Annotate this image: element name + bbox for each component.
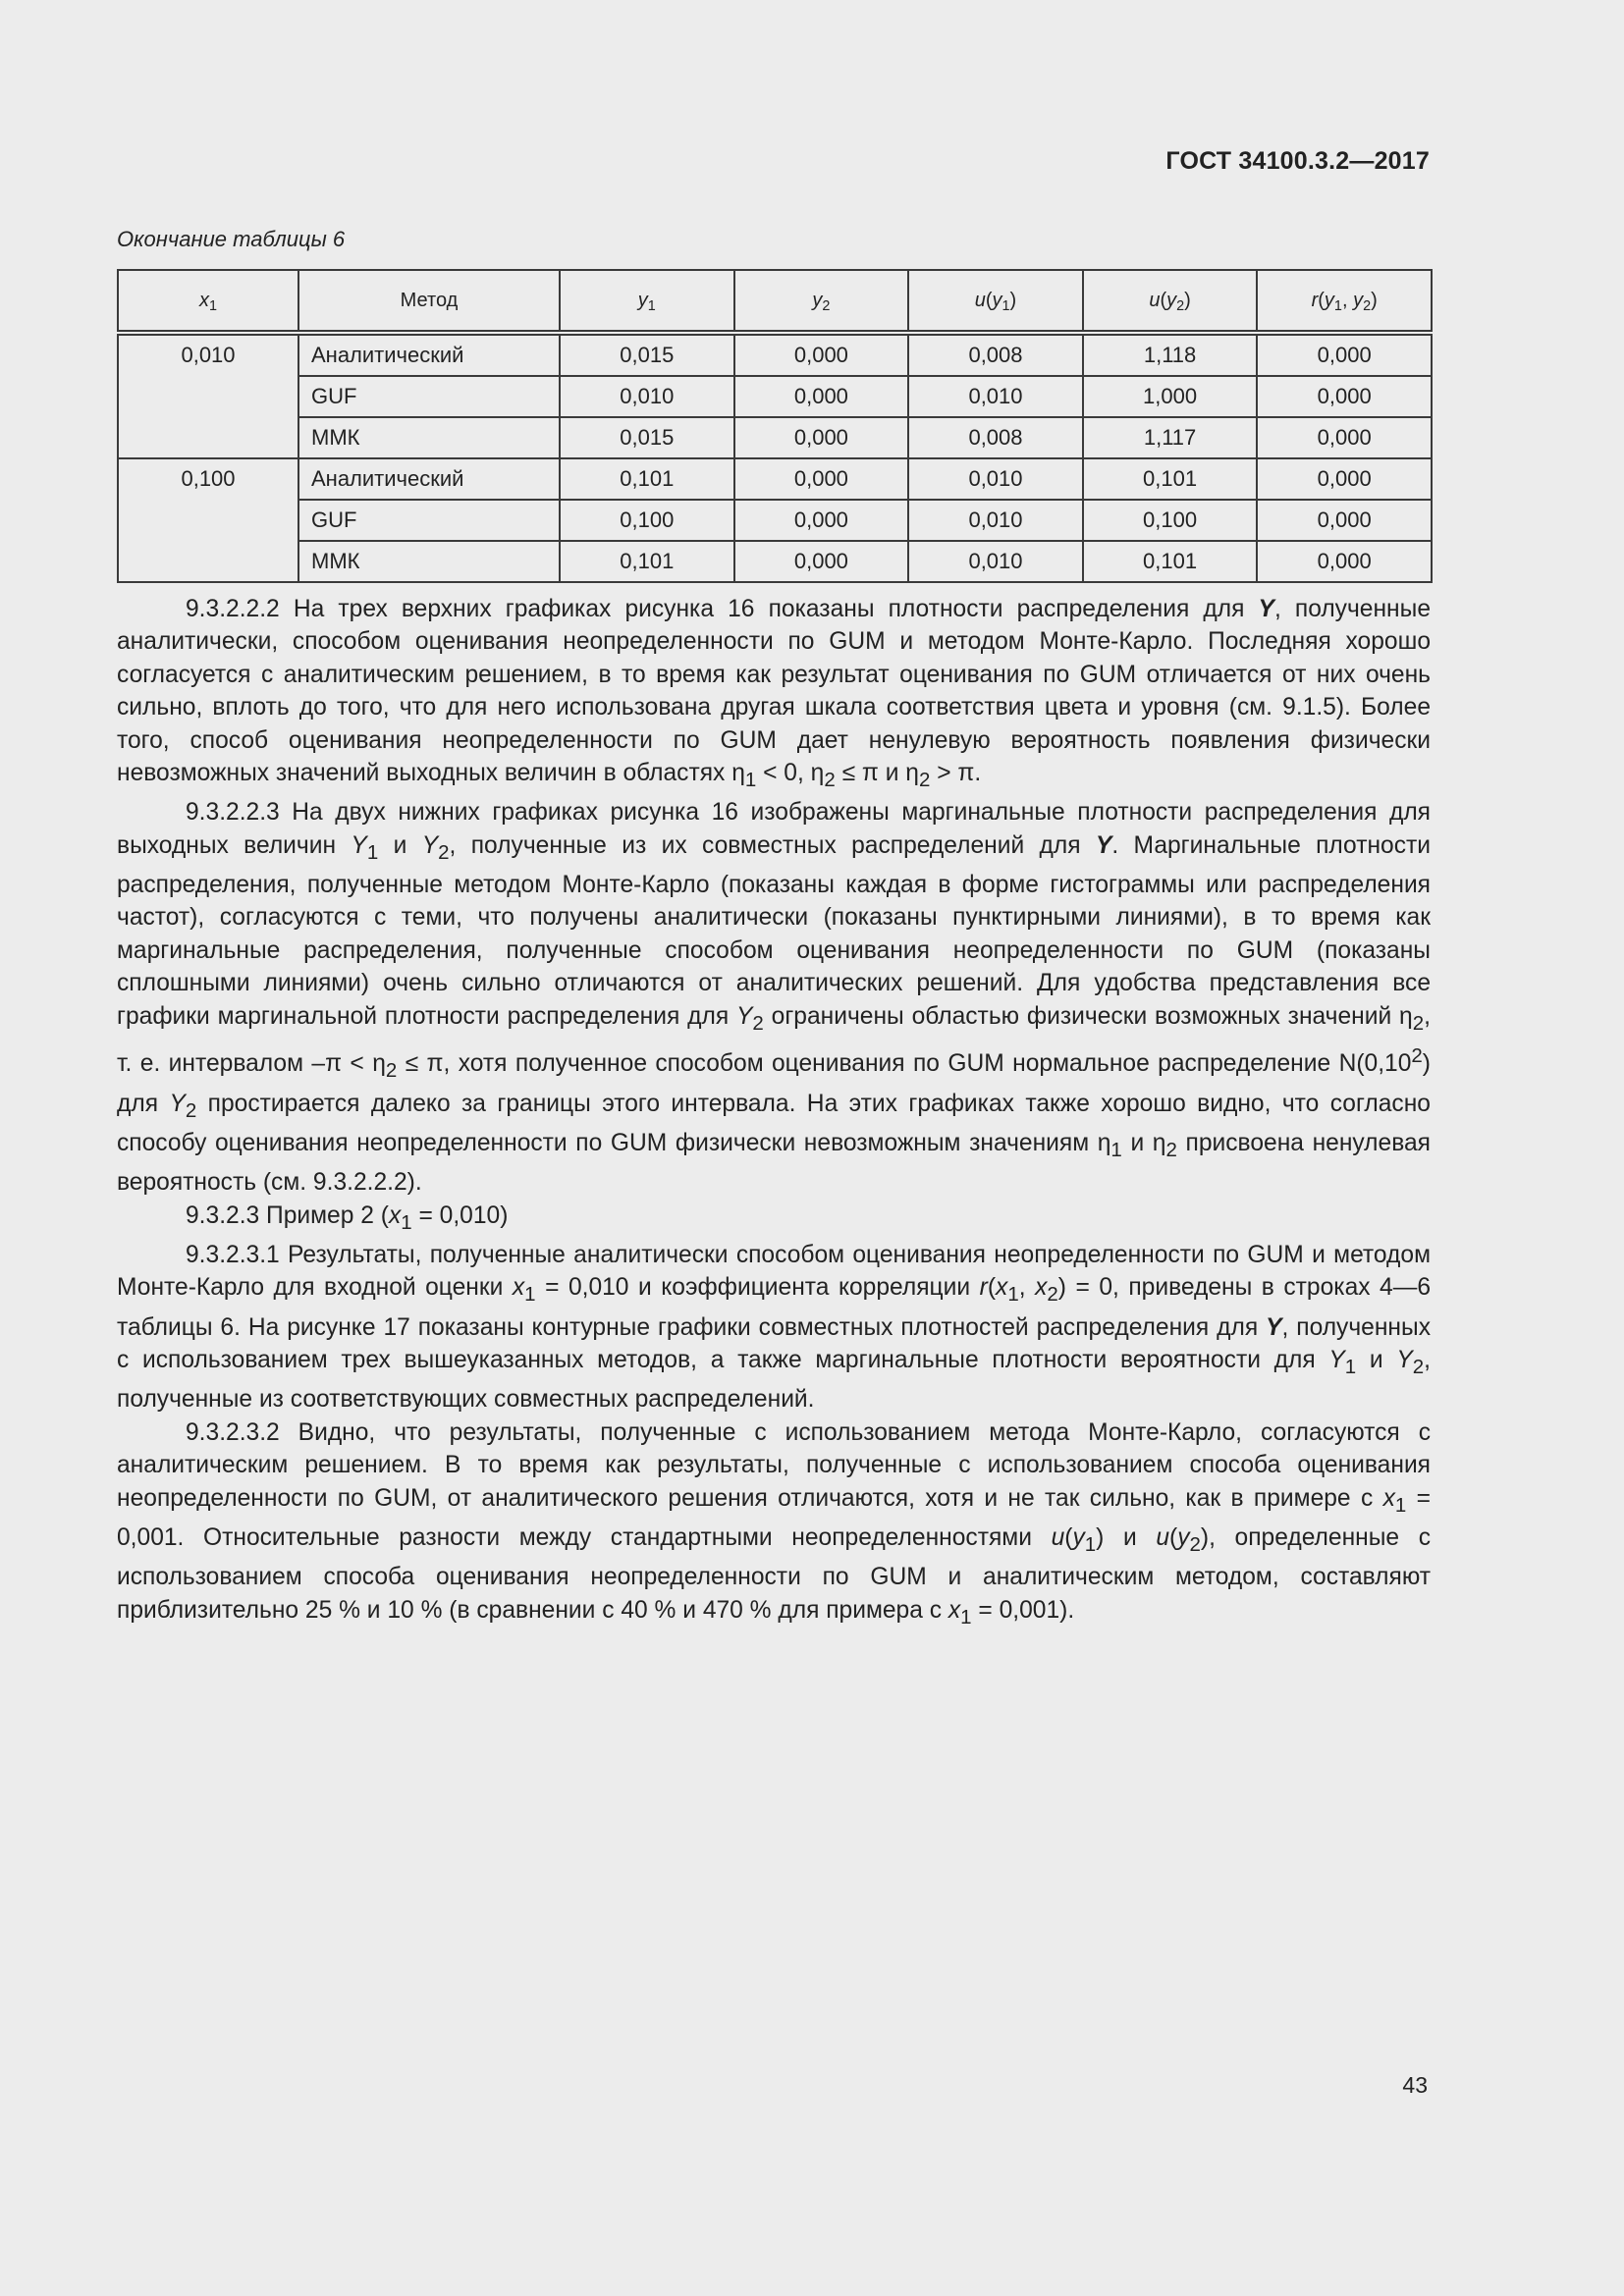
- value-cell: 0,010: [908, 500, 1083, 541]
- column-header: $y_2$: [734, 270, 909, 333]
- column-header: $y_1$: [560, 270, 734, 333]
- article-text: [117, 593, 1431, 1633]
- value-cell: 0,101: [1083, 458, 1258, 500]
- standard-code: ГОСТ 34100.3.2—2017: [1165, 147, 1430, 175]
- value-cell: 0,000: [1257, 458, 1432, 500]
- value-cell: 0,000: [734, 417, 909, 458]
- method-cell: Аналитический: [298, 458, 560, 500]
- value-cell: 0,101: [560, 541, 734, 582]
- method-cell: ММК: [298, 541, 560, 582]
- paragraph: 9.3.2.2.2 На трех верхних графиках рисунка 16 показаны плотности распределения для Y, полученные аналитически, способом оценивания неопределенности по GUM и методом Монте-Карло. Последняя хорошо согласуется с аналитическим решением, в то время как результат оценивания по GUM отличается от них очень сильно, вплоть до того, что для него использована другая шкала соответствия цвета и уровня (см. 9.1.5). Более того, способ оценивания неопределенности по GUM дает ненулевую вероятность появления физически невозможных значений выходных величин в областях $\eta_1 < 0$, $\eta_2 \le \pi$ и $\eta_2 > \pi$.: [117, 596, 1431, 791]
- table-row: [118, 333, 1432, 376]
- table-body: [118, 333, 1432, 582]
- table-header: [118, 270, 1432, 333]
- value-cell: 0,101: [560, 458, 734, 500]
- value-cell: 0,015: [560, 333, 734, 376]
- column-header: $u(y_1)$: [908, 270, 1083, 333]
- x1-cell: 0,010: [118, 333, 298, 458]
- value-cell: 1,000: [1083, 376, 1258, 417]
- value-cell: 0,010: [560, 376, 734, 417]
- table-row: [118, 541, 1432, 582]
- value-cell: 0,000: [1257, 333, 1432, 376]
- method-cell: GUF: [298, 376, 560, 417]
- value-cell: 0,008: [908, 333, 1083, 376]
- value-cell: 0,000: [1257, 500, 1432, 541]
- column-header: Метод: [298, 270, 560, 333]
- column-header: $u(y_2)$: [1083, 270, 1258, 333]
- results-table: [117, 269, 1433, 583]
- table-row: [118, 458, 1432, 500]
- table-row: [118, 376, 1432, 417]
- method-cell: ММК: [298, 417, 560, 458]
- value-cell: 0,000: [734, 458, 909, 500]
- method-cell: GUF: [298, 500, 560, 541]
- value-cell: 0,000: [734, 333, 909, 376]
- value-cell: 0,100: [560, 500, 734, 541]
- table-row: [118, 500, 1432, 541]
- value-cell: 0,010: [908, 458, 1083, 500]
- value-cell: 0,015: [560, 417, 734, 458]
- value-cell: 0,000: [734, 376, 909, 417]
- value-cell: 0,000: [1257, 376, 1432, 417]
- column-header: $r(y_1$, $y_2$): [1257, 270, 1432, 333]
- table-row: [118, 417, 1432, 458]
- paragraph: 9.3.2.2.3 На двух нижних графиках рисунка 16 изображены маргинальные плотности распределения для выходных величин $Y_1$ и $Y_2$, полученные из их совместных распределений для Y. Маргинальные плотности распределения, полученные методом Монте-Карло (показаны каждая в форме гистограммы или распределения частот), согласуются с теми, что получены аналитически (показаны пунктирными линиями), в то время как маргинальные распределения, полученные способом оценивания неопределенности по GUM (показаны сплошными линиями) очень сильно отличаются от аналитических решений. Для удобства представления все графики маргинальной плотности распределения для $Y_2$ ограничены областью физически возможных значений $\eta_2$, т. е. интервалом $-\pi < \eta_2 \le \pi$, хотя полученное способом оценивания по GUM нормальное распределение N(0,10$^2$) для $Y_2$ простирается далеко за границы этого интервала. На этих графиках также хорошо видно, что согласно способу оценивания неопределенности по GUM физически невозможным значениям $\eta_1$ и $\eta_2$ присвоена ненулевая вероятность (см. 9.3.2.2.2).: [117, 799, 1432, 1197]
- value-cell: 0,000: [1257, 541, 1432, 582]
- paragraph: 9.3.2.3.1 Результаты, полученные аналитически способом оценивания неопределенности по GUM и методом Монте-Карло для входной оценки $x_1 = 0,010$ и коэффициента корреляции $r(x_1$, $x_2) = 0$, приведены в строках 4—6 таблицы 6. На рисунке 17 показаны контурные графики совместных плотностей распределения для Y, полученных с использованием трех вышеуказанных методов, а также маргинальные плотности вероятности для $Y_1$ и $Y_2$, полученные из соответствующих совместных распределений.: [117, 1241, 1432, 1414]
- value-cell: 1,118: [1083, 333, 1258, 376]
- value-cell: 0,100: [1083, 500, 1258, 541]
- value-cell: 0,000: [734, 500, 909, 541]
- page-number: 43: [1402, 2072, 1428, 2098]
- paragraph: 9.3.2.3 Пример 2 $(x_1 = 0,010)$: [186, 1201, 509, 1234]
- value-cell: 0,008: [908, 417, 1083, 458]
- value-cell: 1,117: [1083, 417, 1258, 458]
- value-cell: 0,010: [908, 541, 1083, 582]
- paragraph: 9.3.2.3.2 Видно, что результаты, полученные с использованием метода Монте-Карло, согласуются с аналитическим решением. В то время как результаты, полученные с использованием способа оценивания неопределенности по GUM, от аналитического решения отличаются, хотя и не так сильно, как в примере с $x_1 = 0,001$. Относительные разности между стандартными неопределенностями $u(y_1)$ и $u(y_2)$, определенные с использованием способа оценивания неопределенности по GUM и аналитическим методом, составляют приблизительно 25 % и 10 % (в сравнении с 40 % и 470 % для примера с $x_1 = 0,001$).: [117, 1418, 1432, 1629]
- value-cell: 0,101: [1083, 541, 1258, 582]
- value-cell: 0,000: [734, 541, 909, 582]
- value-cell: 0,010: [908, 376, 1083, 417]
- table-caption: Окончание таблицы 6: [117, 227, 346, 251]
- value-cell: 0,000: [1257, 417, 1432, 458]
- method-cell: Аналитический: [298, 333, 560, 376]
- x1-cell: 0,100: [118, 458, 298, 582]
- column-header: $x_1$: [118, 270, 298, 333]
